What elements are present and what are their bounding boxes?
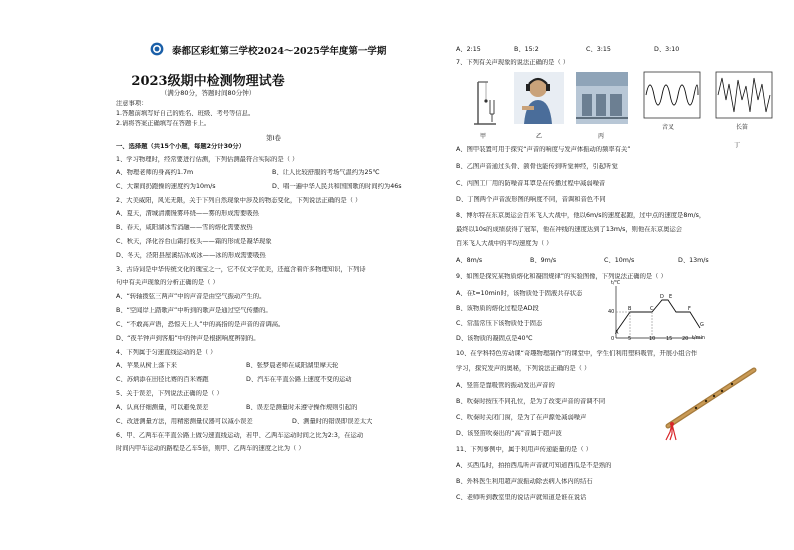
option-line: D、该物质的凝固点是40℃	[456, 335, 533, 342]
bamboo-flute-image	[656, 360, 766, 442]
option-line: A、“转轴拨弦三两声”中的声音是由空气振动产生的。	[116, 293, 266, 300]
figure-person-headphone	[514, 72, 564, 124]
figure-label: 乙	[536, 133, 543, 140]
option-line: C、秋天，泽化谷台山霜打枝头——霜的形成是凝华现象	[116, 238, 272, 245]
option-line: B、9m/s	[530, 257, 557, 264]
school-logo	[150, 42, 164, 56]
question-10: 10、在学科特色劳动课“奇趣物理制作”的课堂中，学生们利用塑料吸管，开展小组合作	[456, 350, 698, 357]
question-10-cont: 学习，探究发声的奥秘，下列说法正确的是（ ）	[456, 365, 591, 372]
figure-label: 丁	[734, 142, 741, 149]
exam-subtitle: （满分80分，答题时间80分钟）	[160, 89, 256, 97]
option-line: B、春天，咸阳湖冰雪消融——雪的熔化需要放热	[116, 224, 253, 231]
graph-point: F	[688, 306, 691, 312]
option-line: A、竖笛是靠吸管的振动发出声音的	[456, 382, 555, 389]
option-line: C、大课间扔跑操的速度约为10m/s	[116, 183, 216, 190]
question-9: 9、如图是探究某物质熔化和凝固规律”的实验图像，下列说法正确的是（ ）	[456, 273, 667, 280]
graph-point: C	[650, 306, 654, 312]
figure-label: 甲	[480, 133, 487, 140]
question-4: 4、下列属于匀速直线运动的是（ ）	[116, 349, 217, 356]
option-line: C、常温常压下该物质处于固态	[456, 320, 543, 327]
graph-tick: 15	[666, 336, 673, 342]
question-8: 8、博尔特在东京奥运会百米飞人大战中，他以6m/s的速度起跑，过中点的速度是8m/s，	[456, 212, 706, 219]
school-name: 泰都区彩虹第三学校2024～2025学年度第一学期	[172, 46, 387, 57]
option-line: D、“夜半钟声到客船”中的钟声是根据响度辨别的。	[116, 335, 260, 342]
question-1: 1、学习物理时，经常要进行估测，下列估测最符合实际的是（ ）	[116, 156, 299, 163]
option-line: A、8m/s	[456, 257, 483, 264]
option-line: D、冬天，泾阳县屋溪结冰成冰——冰的形成需要吸热	[116, 252, 266, 259]
question-7: 7、下列有关声现象的说法正确的是（ ）	[456, 59, 570, 66]
note-item: 2.请将答案正确填写在答题卡上。	[116, 120, 211, 127]
option-line: D、汽车在平直公路上速度不变的运动	[246, 376, 352, 383]
option-line: C、3:15	[586, 46, 611, 53]
figure-factory	[576, 72, 628, 124]
option-line: C、改进测量方法，用精密测量仪器可以减小误差	[116, 418, 253, 425]
graph-point: E	[669, 294, 673, 300]
option-line: D、13m/s	[678, 257, 709, 264]
option-line: B、让人比较舒服的考场气温约为25℃	[272, 169, 380, 176]
option-line: A、物理老师的身高约1.7m	[116, 169, 194, 176]
option-line: A、夏天，渭城清潮馒雾环绕——雾的形成需要吸热	[116, 210, 259, 217]
option-line: B、误差是测量时未遵守操作规则引起的	[246, 404, 358, 411]
option-line: C、“不敢高声语，恐惊天上人”中的高指的是声音的音调高。	[116, 321, 285, 328]
question-3-cont: 句中有关声现象的分析正确的是（ ）	[116, 279, 219, 286]
option-line: A、买西瓜时，拍拍西瓜听声音就可知道西瓜是不是熟的	[456, 462, 612, 469]
exam-title: 2023级期中检测物理试卷	[131, 74, 285, 89]
option-line: A、在t=10min时，该物质处于固液共存状态	[456, 290, 583, 297]
option-line: C、老师听到教室里的说话声就知道是谁在说话	[456, 494, 587, 501]
graph-point: B	[628, 306, 632, 312]
question-8-cont: 百米飞人大战中的平均速度为（ ）	[456, 240, 553, 247]
question-2: 2、大美威阳，风光无限，关于下列自然现象中涉及的物态变化，下列说法正确的是（ ）	[116, 197, 362, 204]
option-line: B、“空闻岸上踏歌声”中听到的歌声是通过空气传播的。	[116, 307, 272, 314]
option-line: A、认真仔细测量，可以避免误差	[116, 404, 209, 411]
option-line: A、图甲装置可用于探究“声音的响度与发声体振动的频率有关”	[456, 146, 631, 153]
option-line: B、张梦晨老师在咸阳湖里摩天轮	[246, 362, 339, 369]
graph-tick: 10	[649, 336, 656, 342]
option-line: C、吹奏时关闭门窗，是为了在声源处减弱噪声	[456, 414, 587, 421]
graph-tick: 5	[628, 336, 632, 342]
option-line: B、外科医生利用超声波振动除去病人体内的结石	[456, 478, 593, 485]
section1-heading: 一、选择题（共15个小题，每题2分计30分）	[116, 143, 245, 150]
question-11: 11、下列事例中，属于利用声传递能量的是（ ）	[456, 446, 592, 453]
option-line: C、10m/s	[604, 257, 635, 264]
option-line: A、苹果从树上落下来	[116, 362, 177, 369]
figure-waveform-tuning-fork	[644, 72, 700, 118]
part1-heading: 第Ⅰ卷	[266, 134, 281, 142]
figure-label: 丙	[598, 133, 605, 140]
option-line: A、2:15	[456, 46, 481, 53]
option-line: D、测量时的错误即误差太大	[292, 418, 373, 425]
option-line: B、该物质的熔化过程是AD段	[456, 305, 539, 312]
graph-axis-label: t/min	[692, 335, 706, 341]
option-line: D、丁图两个声音波形图的响度不同，音调和音色不同	[456, 196, 606, 203]
figure-label: 音叉	[662, 124, 675, 131]
figure-tuning-fork-stand	[474, 82, 496, 124]
option-line: C、丙图工厂用的防噪音耳罩是在传播过程中减弱噪音	[456, 180, 606, 187]
graph-tick: 0	[611, 336, 615, 342]
question-3: 3、古诗词是中华传统文化的瑰宝之一，它不仅文字优美，还蕴含着许多物理知识，下列诗	[116, 266, 366, 273]
option-line: B、吹奏时按压不同孔位，是为了改变声音的音调不同	[456, 398, 606, 405]
figure-label: 长笛	[736, 124, 749, 131]
question-8-cont: 最终以10s的成绩获得了冠军，他在冲线的速度达到了13m/s，则他在东京奥运会	[456, 226, 683, 233]
question-5: 5、关于误差，下列说法正确的是（ ）	[116, 390, 223, 397]
option-line: B、乙图声音通过头骨、颌骨也能传到听觉神经，引起听觉	[456, 163, 618, 170]
question-6-cont: 时间内甲车运动的路程是乙车5倍，则甲、乙两车的速度之比为（ ）	[116, 445, 305, 452]
note-item: 1.答题前填写好自己的姓名、班级、考号等信息。	[116, 110, 255, 117]
option-line: D、3:10	[654, 46, 680, 53]
notes-heading: 注意事项：	[116, 100, 148, 107]
question-6: 6、甲、乙两车在平直公路上做匀速直线运动，若甲、乙两车运动时间之比为2:3，在运动	[116, 432, 364, 439]
graph-axis-label: t/℃	[611, 280, 621, 286]
option-line: C、苏炳添在田径比赛的百米赛跑	[116, 376, 209, 383]
question-9-graph	[606, 282, 706, 346]
graph-tick: 40	[608, 309, 615, 315]
graph-tick: 20	[682, 336, 689, 342]
graph-point: A	[615, 330, 619, 336]
option-line: D、唱一遍中华人民共和国国歌的时间约为46s	[272, 183, 402, 190]
option-line: D、该竖笛吹奏出的“高”音属于超声波	[456, 430, 562, 437]
graph-point: G	[700, 322, 704, 328]
figure-waveform-flute	[716, 72, 772, 118]
graph-point: D	[660, 294, 664, 300]
option-line: B、15:2	[514, 46, 539, 53]
